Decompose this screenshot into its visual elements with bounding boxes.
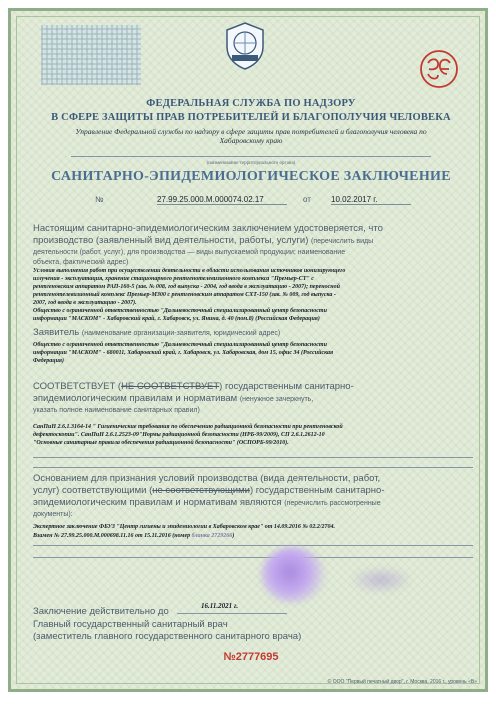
basis-line-2-start: услуг) соответствующими ( <box>33 485 153 496</box>
activity-line-4: рентгенотелевизионный комплекс Премьер-М300 с рентгеновским аппаратом СХТ-150 (зав. № 009, год выпуска - <box>33 292 336 298</box>
applicant-details <box>33 341 473 365</box>
document-title: САНИТАРНО-ЭПИДЕМИОЛОГИЧЕСКОЕ ЗАКЛЮЧЕНИЕ <box>51 169 451 184</box>
intro-line-3: деятельности (работ, услуг), для производства — виды выпускаемой продукции; наименование <box>33 249 346 256</box>
activity-line-1: Условия выполнения работ при осуществлении деятельности в области использования источников ионизирующего <box>33 268 346 274</box>
agency-line-2: В СФЕРЕ ЗАЩИТЫ ПРАВ ПОТРЕБИТЕЛЕЙ И БЛАГОПОЛУЧИЯ ЧЕЛОВЕКА <box>51 112 451 123</box>
basis-not-conforming: не соответствующими <box>152 485 250 496</box>
signatory-block <box>33 619 473 643</box>
number-prefix: № <box>95 195 104 204</box>
activity-line-5: 2007, год ввода в эксплуатацию - 2007). <box>33 300 137 306</box>
territorial-body <box>71 127 431 145</box>
intro-line-1: Настоящим санитарно-эпидемиологическим заключением удостоверяется, что <box>33 223 383 234</box>
territorial-body-line-1: Управление Федеральной службы по надзору в сфере защиты прав потребителей и благополучия человека по <box>75 127 427 136</box>
intro-line-2 <box>33 235 473 248</box>
rules-underline <box>33 467 473 468</box>
territorial-body-line-2: Хабаровскому краю <box>219 136 283 145</box>
applicant-label: Заявитель <box>33 327 80 338</box>
rules-line-2: дефектоскопии". СанПиН 2.6.1.2523-09"Нормы радиационной безопасности (НРБ-99/2009), СП 2.6.1.2612-10 <box>33 432 325 438</box>
evidence-line-2-end: ) <box>232 533 235 539</box>
certificate-sheet <box>8 8 488 692</box>
basis-line-1: Основанием для признания условий производства (вида деятельности, работ, <box>33 473 381 484</box>
validity-date: 16.11.2021 г. <box>201 602 239 610</box>
not-conforms-text: НЕ СООТВЕТСТВУЕТ <box>121 381 220 392</box>
intro-line-2-hint: (перечислить виды <box>311 238 374 245</box>
applicant-line-2: информации "МАСКОМ" - 680011, Хабаровский край, г. Хабаровск, ул. Хабаровская, дом 15, офис 34 (Российская <box>33 350 334 356</box>
activity-line-3: рентгеновским аппаратом РАП-160-5 (зав. № 008, год выпуска - 2004, год ввода в эксплуатацию - 2007); переносной <box>33 284 340 290</box>
signatory-line-2: (заместитель главного государственного санитарного врача) <box>33 631 302 642</box>
validity-label: Заключение действительно до <box>33 606 169 617</box>
activity-line-7: информации "МАСКОМ" - Хабаровский край, г. Хабаровск, ул. Янина, д. 40 (пом.8) (Российская Федерация) <box>33 316 320 322</box>
conforms-text: СООТВЕТСТВУЕТ ( <box>33 381 122 392</box>
agency-line-1: ФЕДЕРАЛЬНАЯ СЛУЖБА ПО НАДЗОРУ <box>146 98 356 109</box>
evidence-underline <box>33 557 473 558</box>
signatory-line-1: Главный государственный санитарный врач <box>33 619 228 630</box>
basis-line-2-end: ) государственным санитарно- <box>249 485 385 496</box>
validity-row <box>33 601 473 617</box>
document-date: 10.02.2017 г. <box>331 195 411 205</box>
evidence-line-1: Экспертное заключение ФБУЗ "Центр гигиены и эпидемиологии в Хабаровском крае" от 14.09.2016 № 02.2/2704. <box>33 524 336 530</box>
rules-line-1: СанПиН 2.6.1.3164-14 " Гигиенические требования по обеспечению радиационной безопасности при рентгеновской <box>33 424 343 430</box>
conformity-hint: (ненужное зачеркнуть, <box>239 396 314 403</box>
basis-hint: (перечислить рассмотренные <box>284 500 381 507</box>
territorial-body-caption: (наименование территориального органа) <box>206 161 296 166</box>
evidence-documents <box>33 523 473 541</box>
agency-heading <box>31 97 471 125</box>
basis-line-3-text: эпидемиологическим правилам и нормативам являются <box>33 497 282 508</box>
conformity-line-1-end: ) государственным санитарно- <box>219 381 354 392</box>
conformity-statement <box>33 381 473 416</box>
rules-line-3: "Основные санитарные правила обеспечения радиационной безопасности" (ОСПОРБ-99/2010). <box>33 440 289 446</box>
intro-paragraph <box>33 223 473 268</box>
conformity-line-1 <box>33 381 473 393</box>
intro-line-2-text: производство (заявленный вид деятельности, работы, услуги) <box>33 235 309 246</box>
activity-line-6: Общество с ограниченной ответственностью "Дальневосточный специализированный центр безопасности <box>33 308 327 314</box>
conformity-line-2-text: эпидемиологическим правилам и нормативам <box>33 393 238 404</box>
printer-imprint: © ООО "Первый печатный двор", г. Москва, 2016 г., уровень «В» <box>327 679 477 685</box>
evidence-line-2 <box>33 532 473 541</box>
validity-underline <box>177 613 287 614</box>
applicant-line-3: Федерация) <box>33 358 65 364</box>
applicant-label-hint: (наименование организации-заявителя, юридический адрес) <box>81 330 281 337</box>
sanitary-rules <box>33 423 473 447</box>
evidence-underline <box>33 545 473 546</box>
official-stamp <box>261 547 325 603</box>
applicant-label-row <box>33 327 473 340</box>
activity-description <box>33 267 473 323</box>
conformity-line-3: указать полное наименование санитарных правил) <box>33 407 200 414</box>
document-number-row <box>51 195 451 209</box>
emblem-icon <box>223 21 267 71</box>
se-mark-icon <box>419 49 459 89</box>
rules-underline <box>33 457 473 458</box>
basis-line-2 <box>33 485 473 497</box>
activity-line-2: излучения - эксплуатация, хранение стационарного рентгенотелевизионного комплекса "Премьер-СТ" с <box>33 276 314 282</box>
signature <box>351 567 411 593</box>
divider <box>71 156 431 157</box>
security-pattern <box>41 25 141 85</box>
applicant-line-1: Общество с ограниченной ответственностью "Дальневосточный специализированный центр безопасности <box>33 342 327 348</box>
basis-paragraph <box>33 473 473 520</box>
basis-line-3 <box>33 497 473 510</box>
serial-number: №2777695 <box>223 651 279 663</box>
intro-line-4: объекта, фактический адрес) <box>33 259 129 266</box>
date-prefix: от <box>303 195 311 204</box>
blank-number: бланка 2729266 <box>191 533 233 539</box>
evidence-line-2-text: Взамен № 27.99.25.000.М.000698.11.16 от 15.11.2016 (номер <box>33 533 192 539</box>
document-number: 27.99.25.000.М.000074.02.17 <box>157 195 287 205</box>
conformity-line-2 <box>33 393 473 406</box>
basis-line-4: документы): <box>33 511 73 518</box>
